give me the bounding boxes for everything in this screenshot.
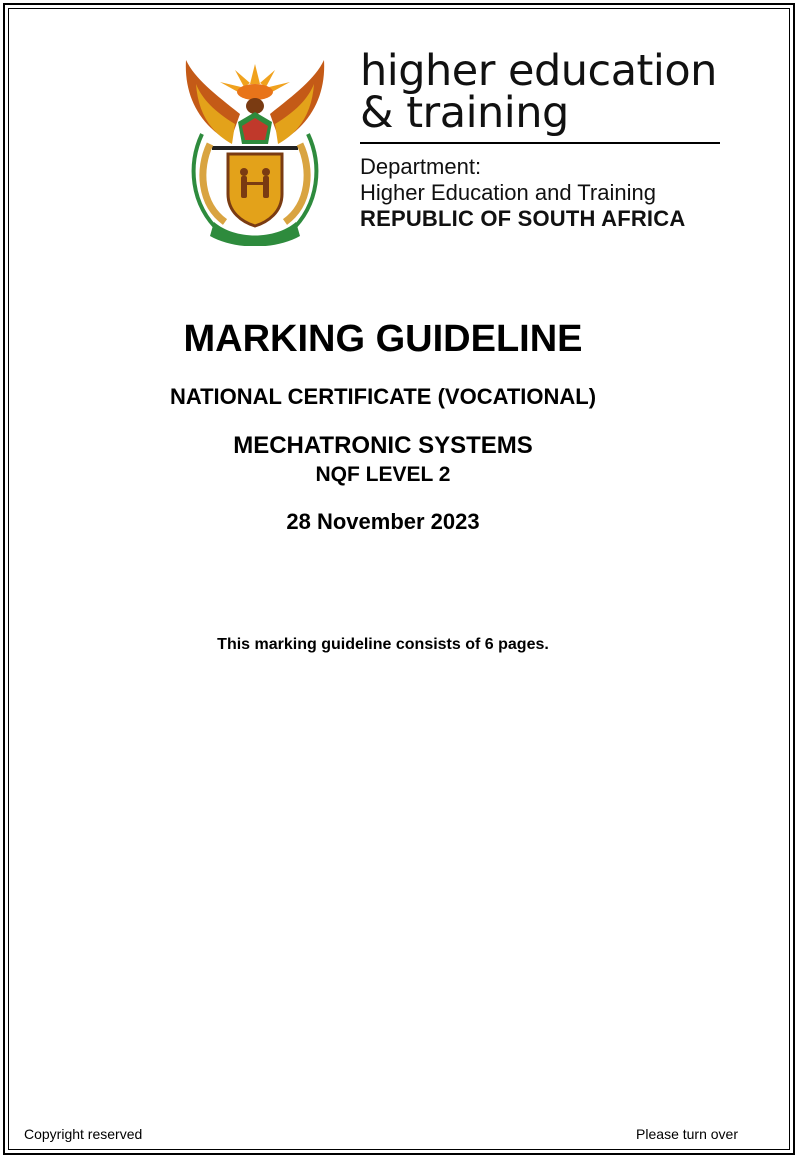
logo-title-line2: & training (360, 88, 569, 138)
department-name: Higher Education and Training (360, 180, 656, 205)
certificate-name: NATIONAL CERTIFICATE (VOCATIONAL) (169, 384, 597, 409)
country-name: REPUBLIC OF SOUTH AFRICA (360, 206, 686, 231)
logo-title-line1: higher education (360, 46, 717, 96)
department-block (360, 46, 730, 232)
nqf-level: NQF LEVEL 2 (315, 463, 451, 486)
subject-name: MECHATRONIC SYSTEMS (233, 432, 533, 459)
coat-of-arms-icon (180, 54, 330, 246)
copyright-note: Copyright reserved (24, 1126, 143, 1142)
divider-rule (360, 142, 720, 144)
page-count-note: This marking guideline consists of 6 pages. (217, 636, 549, 653)
exam-date: 28 November 2023 (286, 509, 480, 534)
document-title: MARKING GUIDELINE (183, 318, 583, 360)
turn-over-note: Please turn over (636, 1126, 738, 1142)
department-label: Department: (360, 154, 482, 179)
